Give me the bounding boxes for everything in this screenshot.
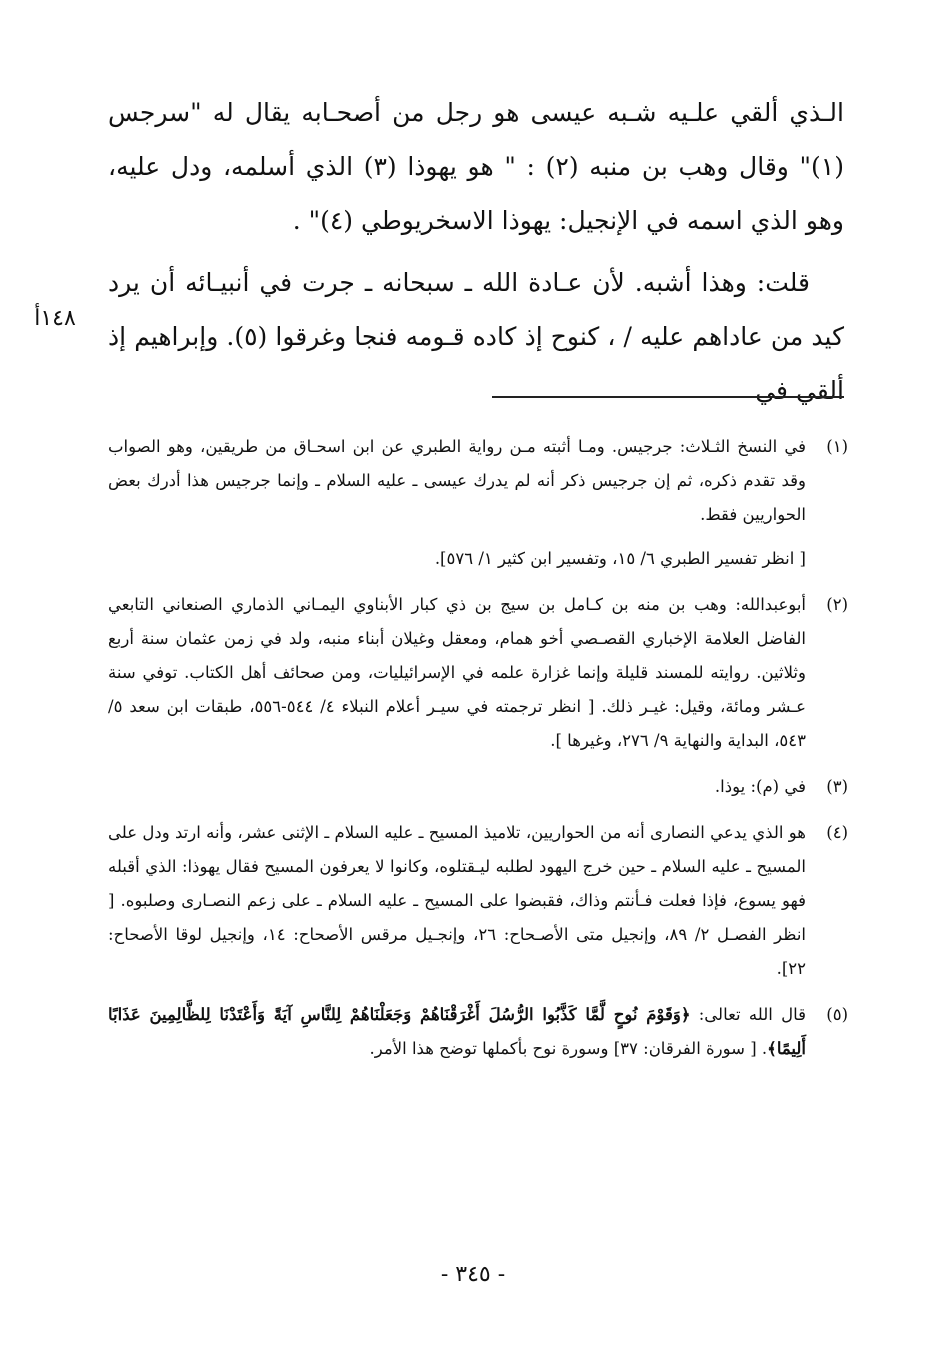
main-text: [108, 86, 844, 418]
main-paragraph-2: قلت: وهذا أشبه. لأن عـادة الله ـ سبحانه ـ جرت في أنبيـائه أن يرد كيد من عاداهم عليه / ، كنوح إذ كاده قـومه فنجا وغرقوا (٥). وإبراهيم إذ ألقي في: [108, 268, 844, 405]
footnote-1: [108, 430, 848, 576]
footnote-intro: قال الله تعالى:: [690, 1005, 806, 1024]
footnote-outro: . [ سورة الفرقان: ٣٧] وسورة نوح بأكملها توضح هذا الأمر.: [369, 1039, 768, 1058]
footnote-number: (٣): [826, 777, 848, 796]
footnote-text: أبوعبدالله: وهب بن منه بن كـامل بن سيج بن ذي كبار الأبناوي اليمـاني الذماري الصنعاني التابعي الفاضل العلامة الإخباري القصـصي أخو همام، ومعقل وغيلان أبناء منبه، ولد في زمن عثمان سنة أربع وثلاثين. روايته للمسند قليلة وإنما غزارة علمه في الإسرائيليات، ومن صحائف أهل الكتاب. توفي سنة عـشر ومائة، وقيل: غيـر ذلك. [ انظر ترجمته في سيـر أعلام النبلاء ٤/ ٥٤٤-٥٥٦، طبقات ابن سعد ٥/ ٥٤٣، البداية والنهاية ٩/ ٢٧٦، وغيرها ].: [108, 595, 806, 750]
footnote-body: [108, 588, 806, 758]
footnote-number: (١): [826, 437, 848, 456]
footnote-body: [108, 816, 806, 986]
quran-verse: ﴿وَقَوْمَ نُوحٍ لَّمَّا كَذَّبُوا الرُّسُلَ أَغْرَقْنَاهُمْ وَجَعَلْنَاهُمْ لِلنَّاسِ آيَةً وَأَعْتَدْنَا لِلظَّالِمِينَ عَذَابًا أَلِيمًا﴾: [108, 1005, 806, 1058]
footnote-number: (٥): [826, 1005, 848, 1024]
footnote-body: [108, 430, 806, 576]
footnote-5: [108, 998, 848, 1066]
footnote-number: (٤): [826, 823, 848, 842]
footnotes: [108, 430, 848, 1078]
footnote-separator: [492, 396, 844, 398]
margin-folio-reference: ١٤٨أ: [34, 306, 76, 331]
footnote-text: في النسخ الثـلاث: جرجيس. ومـا أثبته مـن رواية الطبري عن ابن اسحـاق من طريقين، وهو الصواب وقد تقدم ذكره، ثم إن جرجيس ذكر أنه لم يدرك عيسى ـ عليه السلام ـ وإنما جرجيس هذا أدرك بعض الحواريين فقط.: [108, 437, 806, 524]
footnote-4: [108, 816, 848, 986]
footnote-text-line: [108, 998, 806, 1066]
page-number: - ٣٤٥ -: [440, 1262, 506, 1287]
main-paragraph-1: الـذي ألقي علـيه شـبه عيسى هو رجل من أصحـابه يقال له "سرجس (١)" وقال وهب بن منبه (٢) : " هو يهوذا (٣) الذي أسلمه، ودل عليه، وهو الذي اسمه في الإنجيل: يهوذا الاسخريوطي (٤)" .: [108, 98, 844, 235]
footnote-text: في (م): يوذا.: [714, 777, 806, 796]
footnote-body: [108, 770, 806, 804]
footnote-2: [108, 588, 848, 758]
footnote-source: [ انظر تفسير الطبري ٦/ ١٥، وتفسير ابن كثير ١/ ٥٧٦].: [434, 549, 806, 568]
footnote-number: (٢): [826, 595, 848, 614]
footnote-3: [108, 770, 848, 804]
footnote-text: هو الذي يدعي النصارى أنه من الحواريين، تلاميذ المسيح ـ عليه السلام ـ الإثنى عشر، وأنه ارتد ودل على المسيح ـ عليه السلام ـ حين خرج اليهود لطلبه ليـقتلوه، وكانوا لا يعرفون المسيح فقال يهوذا: الذي أقبله فهو يسوع، فإذا فعلت فـأنتم وذاك، فقبضوا على المسيح ـ عليه السلام ـ على زعم النصـارى وصلبوه. [ انظر الفصـل ٢/ ٨٩، وإنجيل متى الأصـحاح: ٢٦، وإنجـيل مرقس الأصحاح: ١٤، وإنجيل لوقا الأصحاح: ٢٢].: [108, 823, 806, 978]
footnote-body: [108, 998, 806, 1066]
